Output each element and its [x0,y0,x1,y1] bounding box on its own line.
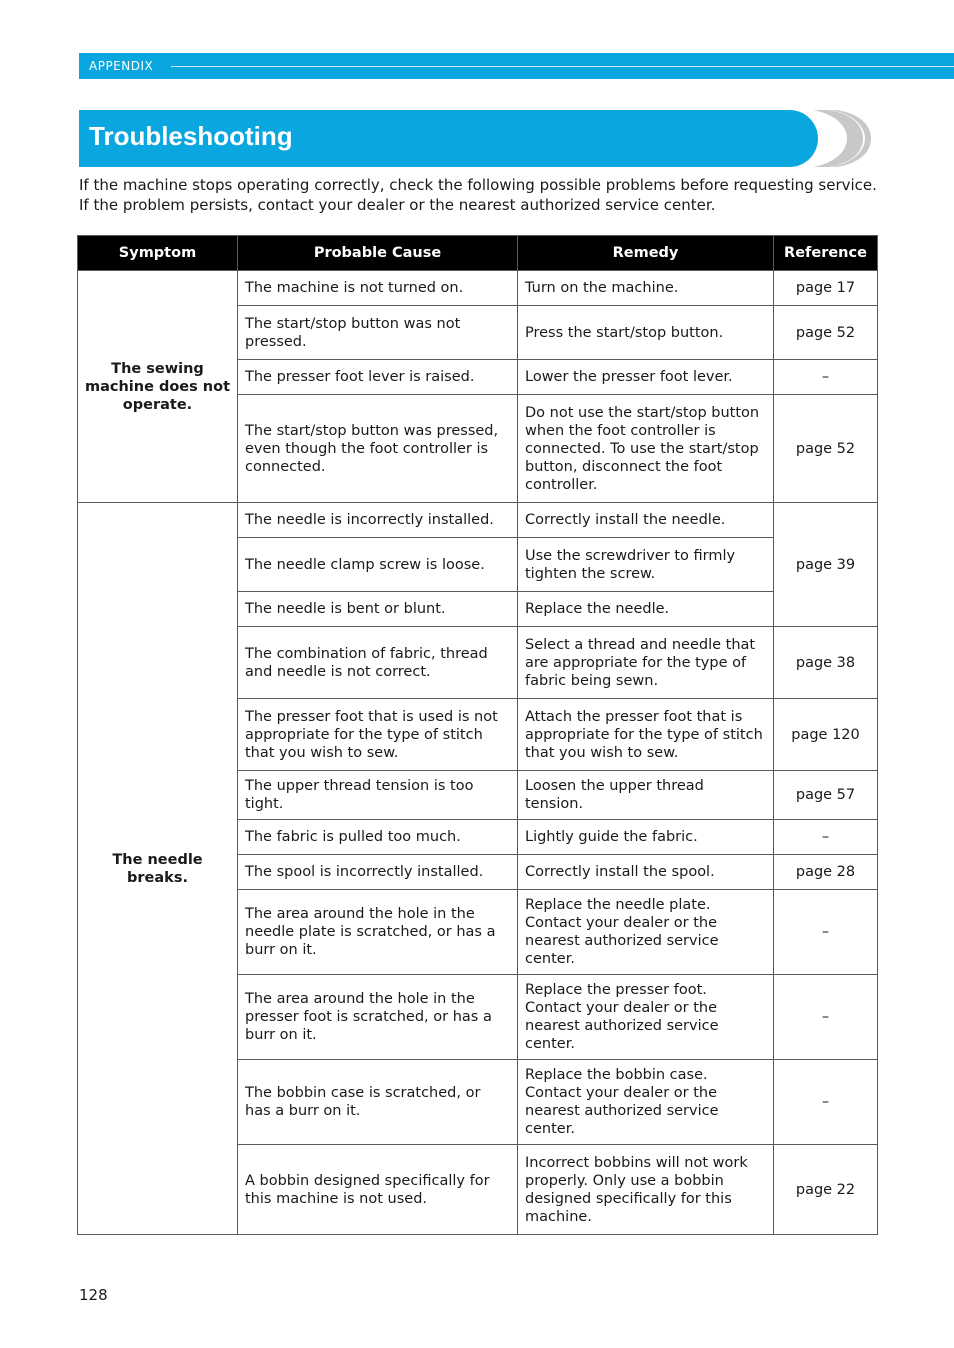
cause-cell: The needle is bent or blunt. [238,592,518,627]
cause-cell: The machine is not turned on. [238,271,518,306]
reference-cell: – [774,360,878,395]
remedy-cell: Replace the presser foot. Contact your dealer or the nearest authorized service center. [518,975,774,1060]
cause-cell: The fabric is pulled too much. [238,820,518,855]
remedy-cell: Replace the needle. [518,592,774,627]
table-row [78,271,878,306]
reference-cell: page 28 [774,855,878,890]
symptom-cell: The needle breaks. [78,503,238,1235]
cause-cell: The area around the hole in the presser foot is scratched, or has a burr on it. [238,975,518,1060]
header-rule [171,66,954,67]
cause-cell: The bobbin case is scratched, or has a burr on it. [238,1060,518,1145]
remedy-cell: Correctly install the needle. [518,503,774,538]
reference-cell: – [774,890,878,975]
symptom-cell: The sewing machine does not operate. [78,271,238,503]
column-header-remedy: Remedy [518,236,774,271]
cause-cell: The upper thread tension is too tight. [238,771,518,820]
remedy-cell: Replace the needle plate. Contact your dealer or the nearest authorized service center. [518,890,774,975]
cause-cell: The needle clamp screw is loose. [238,538,518,592]
remedy-cell: Replace the bobbin case. Contact your dealer or the nearest authorized service center. [518,1060,774,1145]
reference-cell: – [774,1060,878,1145]
chevron-decoration-icon [813,110,871,167]
remedy-cell: Select a thread and needle that are appropriate for the type of fabric being sewn. [518,627,774,699]
remedy-cell: Lightly guide the fabric. [518,820,774,855]
troubleshooting-table [77,235,878,1235]
remedy-cell: Correctly install the spool. [518,855,774,890]
reference-cell: page 120 [774,699,878,771]
remedy-cell: Press the start/stop button. [518,306,774,360]
remedy-cell: Loosen the upper thread tension. [518,771,774,820]
intro-text [79,175,879,215]
cause-cell: The area around the hole in the needle plate is scratched, or has a burr on it. [238,890,518,975]
table-row [78,503,878,538]
reference-cell: page 38 [774,627,878,699]
cause-cell: The combination of fabric, thread and needle is not correct. [238,627,518,699]
reference-cell: page 17 [774,271,878,306]
reference-cell: page 52 [774,395,878,503]
remedy-cell: Attach the presser foot that is appropriate for the type of stitch that you wish to sew. [518,699,774,771]
remedy-cell: Turn on the machine. [518,271,774,306]
remedy-cell: Use the screwdriver to firmly tighten the screw. [518,538,774,592]
column-header-cause: Probable Cause [238,236,518,271]
page-number: 128 [79,1286,108,1304]
cause-cell: The needle is incorrectly installed. [238,503,518,538]
remedy-cell: Do not use the start/stop button when the foot controller is connected. To use the start/stop button, disconnect the foot controller. [518,395,774,503]
cause-cell: The spool is incorrectly installed. [238,855,518,890]
appendix-header-bar [79,53,954,79]
section-label: APPENDIX [89,59,154,73]
reference-cell: page 39 [774,503,878,627]
reference-cell: page 57 [774,771,878,820]
remedy-cell: Incorrect bobbins will not work properly. Only use a bobbin designed specifically for this machine. [518,1145,774,1235]
reference-cell: – [774,820,878,855]
title-banner [79,110,818,167]
remedy-cell: Lower the presser foot lever. [518,360,774,395]
reference-cell: page 52 [774,306,878,360]
cause-cell: The presser foot that is used is not appropriate for the type of stitch that you wish to sew. [238,699,518,771]
reference-cell: – [774,975,878,1060]
cause-cell: The presser foot lever is raised. [238,360,518,395]
reference-cell: page 22 [774,1145,878,1235]
cause-cell: The start/stop button was not pressed. [238,306,518,360]
page-title: Troubleshooting [89,121,293,151]
table-header-row [78,236,878,271]
cause-cell: The start/stop button was pressed, even though the foot controller is connected. [238,395,518,503]
intro-line: If the machine stops operating correctly, check the following possible problems before requesting service. [79,176,877,194]
intro-line: If the problem persists, contact your dealer or the nearest authorized service center. [79,196,716,214]
column-header-reference: Reference [774,236,878,271]
column-header-symptom: Symptom [78,236,238,271]
cause-cell: A bobbin designed specifically for this machine is not used. [238,1145,518,1235]
